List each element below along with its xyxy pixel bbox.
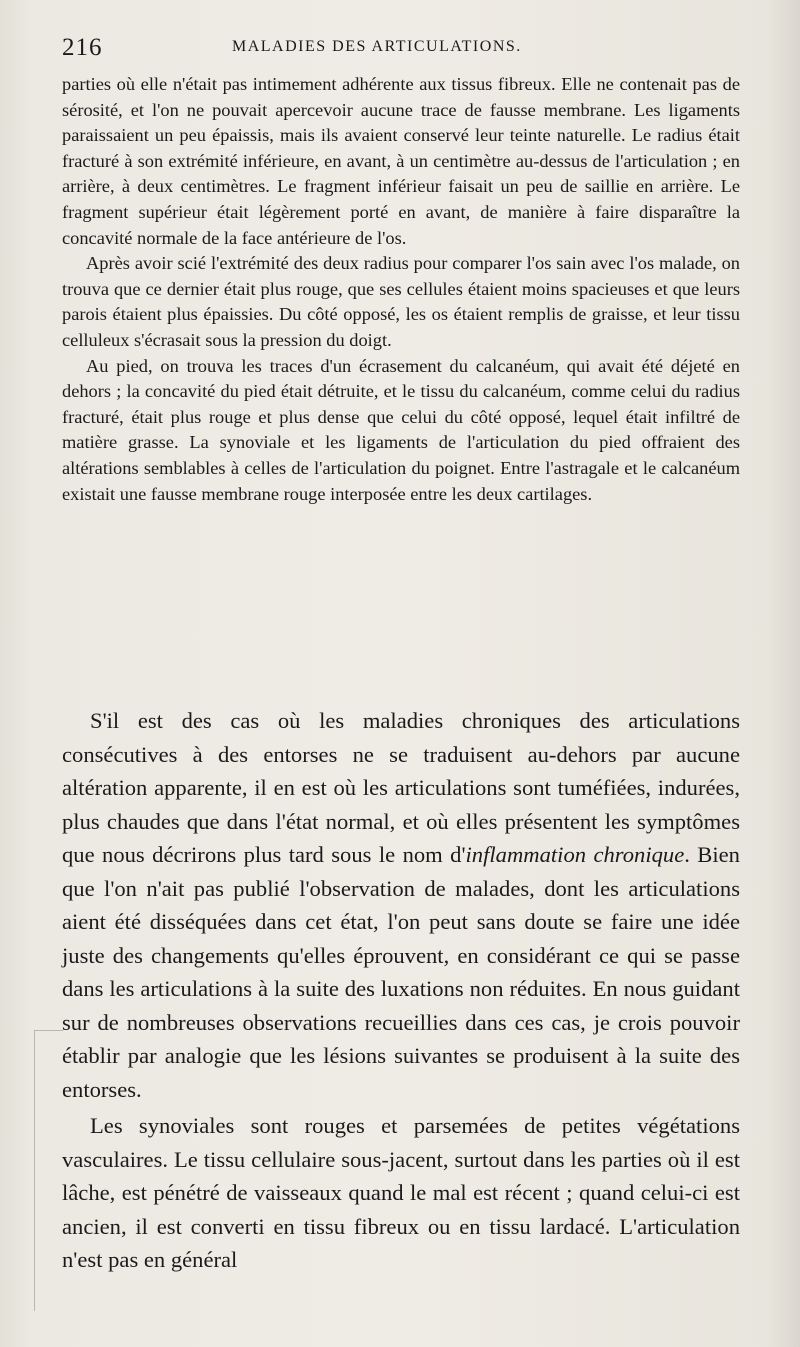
- main-paragraph-2: Les synoviales sont rouges et parsemées de petites végétations vasculaires. Le tissu cellulaire sous-jacent, surtout dans les parties où il est lâche, est pénétré de vaisseaux quand le mal est récent ; quand celui-ci est ancien, il est converti en tissu fibreux ou en tissu lardacé. L'articulation n'est pas en général: [62, 1113, 740, 1272]
- main-paragraph-1-start: S'il est des cas où les maladies chroniques des articulations consécutives à des entorses ne se traduisent au-dehors par aucune altération apparente, il en est où les articulations sont tuméfiées, indurées, plus chaudes que dans l'état normal, et où elles présentent les symptômes que nous décrirons plus tard sous le nom d': [62, 708, 740, 867]
- page-number: 216: [62, 34, 103, 61]
- observation-paragraph-2: Après avoir scié l'extrémité des deux radius pour comparer l'os sain avec l'os malade, on trouva que ce dernier était plus rouge, que ses cellules étaient moins spacieuses et que leurs parois étaient plus épaissies. Du côté opposé, les os étaient remplis de graisse, et leur tissu celluleux s'écrasait sous la pression du doigt.: [62, 253, 740, 350]
- running-head: MALADIES DES ARTICULATIONS.: [232, 38, 522, 55]
- observation-text: [62, 72, 740, 507]
- italic-term: inflammation chronique: [465, 842, 685, 867]
- page-header: [62, 34, 742, 64]
- observation-paragraph-1: parties où elle n'était pas intimement adhérente aux tissus fibreux. Elle ne contenait pas de sérosité, et l'on ne pouvait apercevoir aucune trace de fausse membrane. Les ligaments paraissaient un peu épaissis, mais ils avaient conservé leur teinte naturelle. Le radius était fracturé à son extrémité inférieure, en avant, à un centimètre au-dessus de l'articulation ; en arrière, à deux centimètres. Le fragment inférieur faisait un peu de saillie en arrière. Le fragment supérieur était légèrement porté en avant, de manière à faire disparaître la concavité normale de la face antérieure de l'os.: [62, 74, 740, 248]
- main-paragraph-1-end: . Bien que l'on n'ait pas publié l'observation de malades, dont les articulations aient été disséquées dans cet état, l'on peut sans doute se faire une idée juste des changements qu'elles éprouvent, en considérant ce qui se passe dans les articulations à la suite des luxations non réduites. En nous guidant sur de nombreuses observations recueillies dans ces cas, je crois pouvoir établir par analogie que les lésions suivantes se produisent à la suite des entorses.: [62, 842, 740, 1102]
- main-paragraph-1: [62, 704, 740, 1106]
- main-text: [62, 704, 740, 1277]
- observation-paragraph-3: Au pied, on trouva les traces d'un écrasement du calcanéum, qui avait été déjeté en dehors ; la concavité du pied était détruite, et le tissu du calcanéum, comme celui du radius fracturé, était plus rouge et plus dense que celui du côté opposé, lequel était infiltré de matière grasse. La synoviale et les ligaments de l'articulation du pied offraient des altérations semblables à celles de l'articulation du poignet. Entre l'astragale et le calcanéum existait une fausse membrane rouge interposée entre les deux cartilages.: [62, 355, 740, 504]
- margin-pencil-mark: [34, 1030, 63, 1311]
